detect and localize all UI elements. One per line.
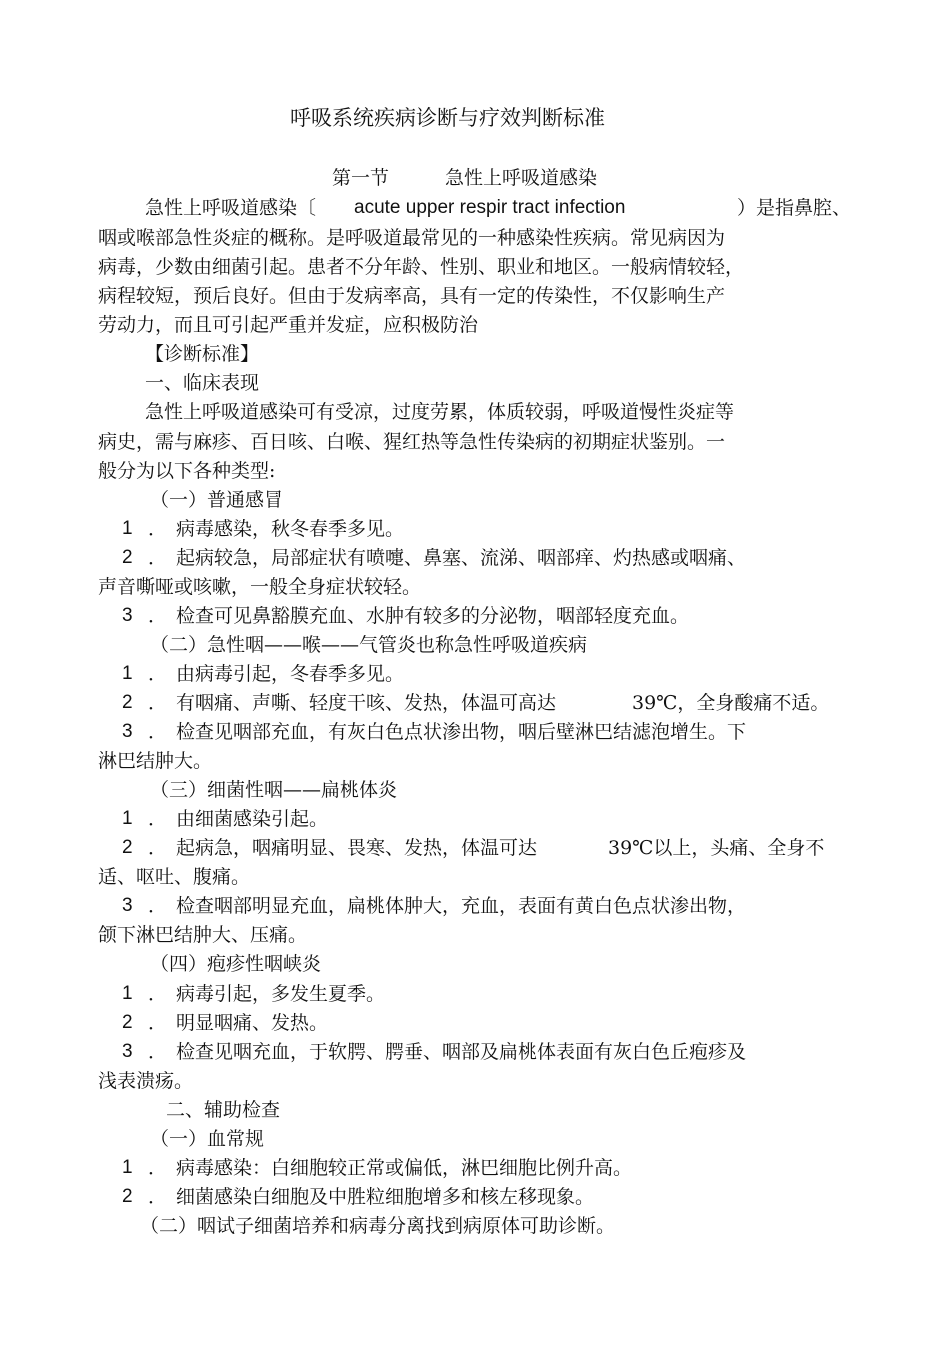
type4-item1: 病毒引起，多发生夏季。 <box>176 983 386 1005</box>
item-number: 1 <box>122 1157 133 1178</box>
type2-item2b: 39℃，全身酸痛不适。 <box>632 692 830 714</box>
item-dot: ． <box>148 1012 168 1034</box>
item-dot: ． <box>148 605 168 627</box>
page-title: 呼吸系统疾病诊断与疗效判断标准 <box>290 106 605 130</box>
item-number: 2 <box>122 1012 133 1033</box>
type1-header: （一）普通感冒 <box>150 489 284 511</box>
type2-item3a: 检查见咽部充血，有灰白色点状渗出物，咽后壁淋巴结滤泡增生。下 <box>176 721 747 743</box>
intro-line-2: 咽或喉部急性炎症的概称。是呼吸道最常见的一种感染性疾病。常见病因为 <box>98 227 726 249</box>
type4-item2: 明显咽痛、发热。 <box>176 1012 329 1034</box>
item-dot: ． <box>148 663 168 685</box>
section-number: 第一节 <box>332 167 390 189</box>
item-number: 2 <box>122 692 133 713</box>
type4-header: （四）疱疹性咽峡炎 <box>150 953 322 975</box>
item-dot: ． <box>148 721 168 743</box>
type4-item3a: 检查见咽充血，于软腭、腭垂、咽部及扁桃体表面有灰白色丘疱疹及 <box>176 1041 747 1063</box>
item-number: 3 <box>122 721 133 742</box>
aux-header: 二、辅助检查 <box>166 1099 281 1121</box>
item-dot: ． <box>148 983 168 1005</box>
item-number: 1 <box>122 518 133 539</box>
intro-line-1c: ）是指鼻腔、 <box>737 197 852 219</box>
type1-item1: 病毒感染，秋冬春季多见。 <box>176 518 405 540</box>
type3-item2b: 39℃以上，头痛、全身不 <box>608 837 825 859</box>
intro-line-3: 病毒，少数由细菌引起。患者不分年龄、性别、职业和地区。一般病情较轻， <box>98 256 745 278</box>
item-number: 3 <box>122 1041 133 1062</box>
clinical-intro-3: 般分为以下各种类型: <box>98 460 276 482</box>
intro-line-4: 病程较短，预后良好。但由于发病率高，具有一定的传染性，不仅影响生产 <box>98 285 726 307</box>
item-dot: ． <box>148 1041 168 1063</box>
clinical-intro-2: 病史，需与麻疹、百日咳、白喉、猩红热等急性传染病的初期症状鉴别。一 <box>98 431 726 453</box>
type2-item3b: 淋巴结肿大。 <box>98 750 213 772</box>
type3-header: （三）细菌性咽——扁桃体炎 <box>150 779 398 801</box>
type2-item2a: 有咽痛、声嘶、轻度干咳、发热，体温可高达 <box>176 692 557 714</box>
item-number: 2 <box>122 1186 133 1207</box>
item-dot: ． <box>148 1157 168 1179</box>
item-dot: ． <box>148 692 168 714</box>
item-dot: ． <box>148 518 168 540</box>
item-number: 3 <box>122 605 133 626</box>
item-dot: ． <box>148 837 168 859</box>
blood-header: （一）血常规 <box>150 1128 265 1150</box>
item-dot: ． <box>148 895 168 917</box>
clinical-intro-1: 急性上呼吸道感染可有受凉，过度劳累，体质较弱，呼吸道慢性炎症等 <box>145 401 735 423</box>
type4-item3b: 浅表溃疡。 <box>98 1070 194 1092</box>
type2-header: （二）急性咽——喉——气管炎也称急性呼吸道疾病 <box>150 634 588 656</box>
item-number: 2 <box>122 837 133 858</box>
item-number: 1 <box>122 663 133 684</box>
item-dot: ． <box>148 547 168 569</box>
type3-item2a: 起病急，咽痛明显、畏寒、发热，体温可达 <box>176 837 538 859</box>
blood-item2: 细菌感染白细胞及中胜粒细胞增多和核左移现象。 <box>176 1186 595 1208</box>
type3-item3a: 检查咽部明显充血，扁桃体肿大，充血，表面有黄白色点状渗出物， <box>176 895 747 917</box>
intro-line-5: 劳动力，而且可引起严重并发症，应积极防治 <box>98 314 479 336</box>
type3-item3b: 颌下淋巴结肿大、压痛。 <box>98 924 308 946</box>
type3-item1: 由细菌感染引起。 <box>176 808 329 830</box>
type2-item1: 由病毒引起，冬春季多见。 <box>176 663 405 685</box>
item-dot: ． <box>148 808 168 830</box>
intro-line-1a: 急性上呼吸道感染〔 <box>145 197 317 219</box>
diagnosis-header: 【诊断标准】 <box>145 343 260 365</box>
intro-line-1-english: acute upper respir tract infection <box>354 197 626 218</box>
blood-item1: 病毒感染：白细胞较正常或偏低，淋巴细胞比例升高。 <box>176 1157 633 1179</box>
type1-item2a: 起病较急，局部症状有喷嚏、鼻塞、流涕、咽部痒、灼热感或咽痛、 <box>176 547 747 569</box>
item-number: 2 <box>122 547 133 568</box>
item-number: 1 <box>122 983 133 1004</box>
section-title: 急性上呼吸道感染 <box>445 167 598 189</box>
item-number: 3 <box>122 895 133 916</box>
item-dot: ． <box>148 1186 168 1208</box>
type1-item3: 检查可见鼻豁膜充血、水肿有较多的分泌物，咽部轻度充血。 <box>176 605 690 627</box>
type1-item2b: 声音嘶哑或咳嗽，一般全身症状较轻。 <box>98 576 422 598</box>
type3-item2c: 适、呕吐、腹痛。 <box>98 866 251 888</box>
clinical-header: 一、临床表现 <box>145 372 260 394</box>
swab-line: （二）咽试子细菌培养和病毒分离找到病原体可助诊断。 <box>140 1215 616 1237</box>
item-number: 1 <box>122 808 133 829</box>
